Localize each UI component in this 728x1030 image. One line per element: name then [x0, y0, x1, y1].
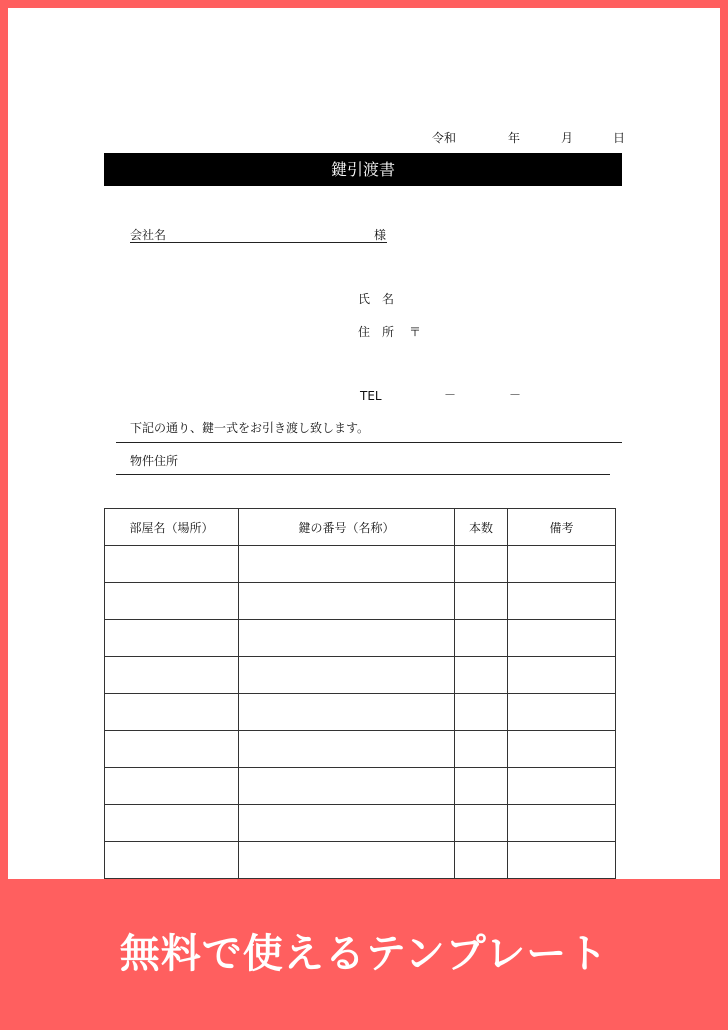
key-table-body [105, 546, 616, 879]
postal-mark: 〒 [409, 325, 422, 339]
table-row [105, 694, 616, 731]
table-cell [105, 842, 239, 879]
promo-banner: 無料で使えるテンプレート [0, 879, 728, 1030]
date-era: 令和 [432, 131, 457, 145]
date-day: 日 [613, 131, 626, 145]
table-row [105, 657, 616, 694]
table-cell [239, 657, 455, 694]
table-row [105, 546, 616, 583]
table-cell [105, 583, 239, 620]
table-cell [455, 657, 508, 694]
table-cell [508, 620, 616, 657]
document-title: 鍵引渡書 [104, 153, 622, 186]
table-cell [508, 694, 616, 731]
table-row [105, 805, 616, 842]
table-cell [508, 657, 616, 694]
table-cell [239, 694, 455, 731]
company-underline [130, 242, 387, 243]
header-key-number: 鍵の番号（名称） [239, 509, 455, 546]
company-label: 会社名 [130, 228, 167, 242]
table-cell [455, 583, 508, 620]
tel-label: TEL [360, 389, 382, 403]
name-label: 氏 名 [358, 292, 395, 306]
table-cell [239, 546, 455, 583]
table-cell [239, 583, 455, 620]
table-cell [508, 805, 616, 842]
table-cell [455, 620, 508, 657]
table-cell [105, 694, 239, 731]
table-cell [508, 731, 616, 768]
table-cell [105, 731, 239, 768]
header-count: 本数 [455, 509, 508, 546]
honorific-label: 様 [374, 228, 387, 242]
table-cell [508, 842, 616, 879]
table-cell [105, 620, 239, 657]
table-cell [239, 731, 455, 768]
table-row [105, 583, 616, 620]
table-cell [455, 731, 508, 768]
table-row [105, 731, 616, 768]
table-cell [105, 657, 239, 694]
statement-underline [116, 442, 622, 443]
table-cell [239, 768, 455, 805]
table-cell [508, 768, 616, 805]
table-cell [508, 546, 616, 583]
document-page [8, 8, 720, 879]
table-cell [508, 583, 616, 620]
header-room: 部屋名（場所） [105, 509, 239, 546]
table-row [105, 768, 616, 805]
table-cell [455, 842, 508, 879]
table-cell [105, 768, 239, 805]
address-label: 住 所 [358, 325, 395, 339]
table-cell [455, 805, 508, 842]
tel-separator-1: － [444, 388, 457, 402]
header-notes: 備考 [508, 509, 616, 546]
date-month: 月 [561, 131, 574, 145]
tel-separator-2: － [509, 388, 522, 402]
property-underline [116, 474, 610, 475]
table-cell [239, 805, 455, 842]
property-address-label: 物件住所 [130, 454, 179, 468]
table-cell [239, 842, 455, 879]
table-row [105, 620, 616, 657]
table-cell [455, 768, 508, 805]
table-cell [455, 546, 508, 583]
key-table [104, 508, 616, 879]
table-row [105, 842, 616, 879]
table-cell [239, 620, 455, 657]
table-header-row [105, 509, 616, 546]
statement-text: 下記の通り、鍵一式をお引き渡し致します。 [130, 421, 370, 435]
date-year: 年 [508, 131, 521, 145]
table-cell [105, 546, 239, 583]
table-cell [105, 805, 239, 842]
table-cell [455, 694, 508, 731]
